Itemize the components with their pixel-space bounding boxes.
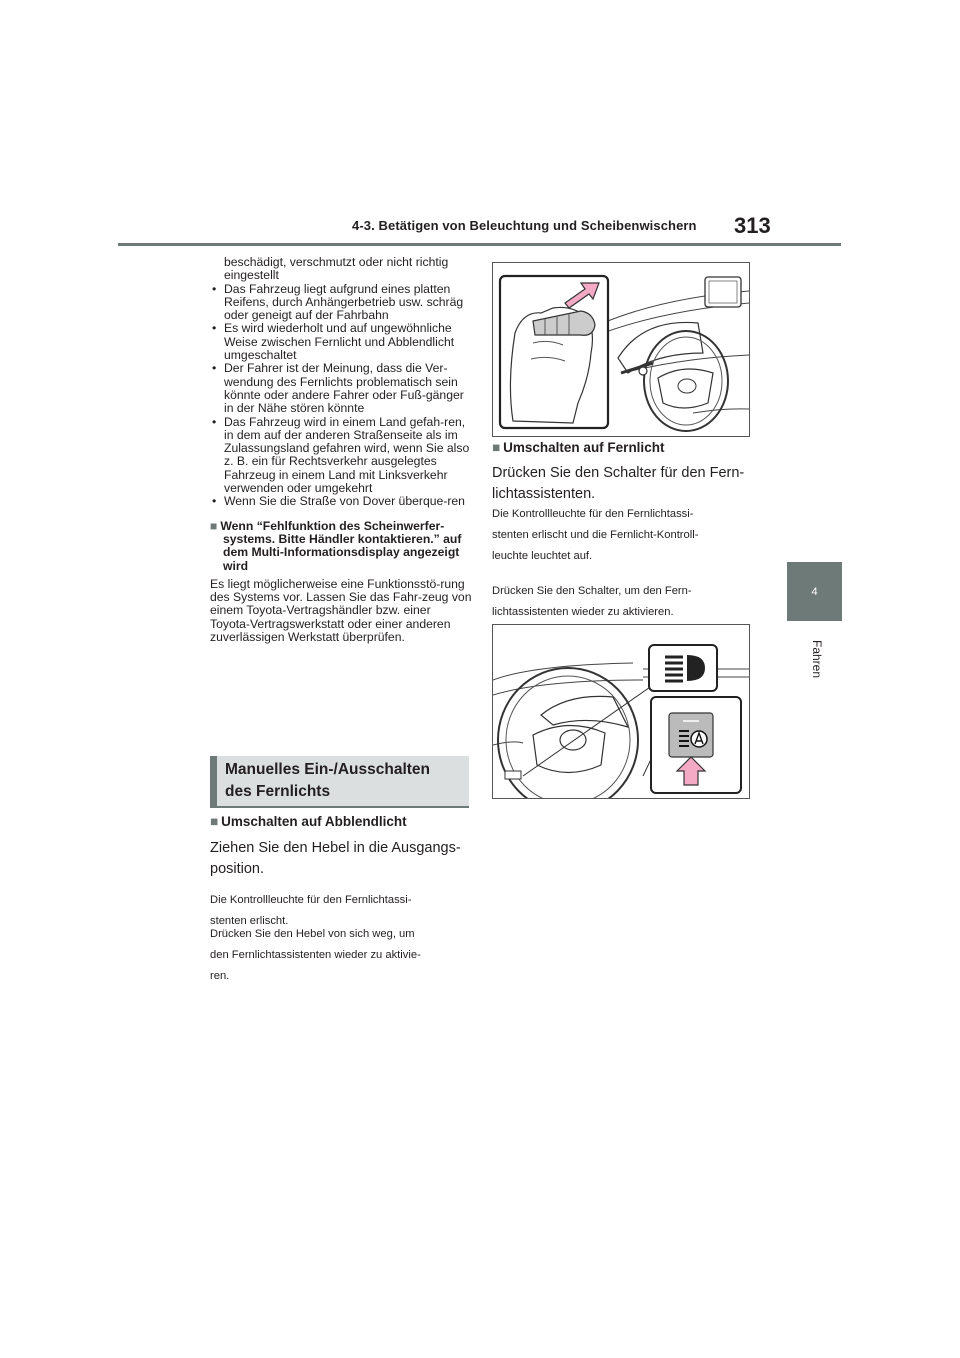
list-item: • Wenn Sie die Straße von Dover überque-ren xyxy=(210,495,472,508)
list-item: • Es wird wiederholt und auf ungewöhnliche Weise zwischen Fernlicht und Abblendlicht umgeschaltet xyxy=(210,322,472,362)
low-beam-lead: Ziehen Sie den Hebel in die Ausgangs- position. xyxy=(210,840,461,877)
heading-low-beam: ■ Umschalten auf Abblendlicht xyxy=(210,814,407,829)
continued-text: beschädigt, verschmutzt oder nicht richtig eingestellt xyxy=(224,255,449,283)
list-item: • Das Fahrzeug wird in einem Land gefah-ren, in dem auf der anderen Straßenseite als im Zulassungsland gefahren wird, wenn Sie also z. B. ein für Rechtsverkehr ausgelegtes Fahrzeug in einem Land mit Linksverkehr verwenden oder umgekehrt xyxy=(210,416,472,496)
left-column xyxy=(210,256,472,644)
switch-drawing xyxy=(493,625,749,798)
page-number: 313 xyxy=(734,213,771,238)
switch-illustration xyxy=(492,624,750,799)
low-beam-text-1: Die Kontrollleuchte für den Fernlichtassi- stenten erlischt. xyxy=(210,894,412,927)
section-accent-bar xyxy=(210,756,217,808)
square-bullet-icon: ■ xyxy=(210,814,219,829)
high-beam-text-1: Die Kontrollleuchte für den Fernlichtassi- stenten erlischt und die Fernlicht-Kontroll- leuchte leuchtet auf. xyxy=(492,508,699,562)
list-item: • Der Fahrer ist der Meinung, dass die Ver-wendung des Fernlichts problematisch sein könnte oder andere Fahrer oder Fuß-gänger in der Nähe stören könnte xyxy=(210,362,472,415)
chapter-label: Fahren xyxy=(810,639,824,679)
lever-drawing xyxy=(493,263,749,436)
chapter-tab xyxy=(787,562,842,621)
square-bullet-icon: ■ xyxy=(492,440,501,455)
malfunction-text: Es liegt möglicherweise eine Funktionsstö-rung des Systems vor. Lassen Sie das Fahr-zeug von einem Toyota-Vertragshändler bzw. einer Toyota-Vertragswerkstatt oder einer anderen zuverlässigen Werkstatt überprüfen. xyxy=(210,576,472,645)
section-heading-box xyxy=(210,756,469,808)
condition-list xyxy=(210,283,472,509)
low-beam-text-2: Drücken Sie den Hebel von sich weg, um den Fernlichtassistenten wieder zu aktivie- ren. xyxy=(210,928,421,982)
running-header: 4-3. Betätigen von Beleuchtung und Scheibenwischern xyxy=(352,218,697,233)
lever-illustration xyxy=(492,262,750,437)
high-beam-lead: Drücken Sie den Schalter für den Fern- lichtassistenten. xyxy=(492,465,745,502)
high-beam-text-2: Drücken Sie den Schalter, um den Fern- lichtassistenten wieder zu aktivieren. xyxy=(492,585,692,618)
list-item: • Das Fahrzeug liegt aufgrund eines platten Reifens, durch Anhängerbetrieb usw. schräg oder geneigt auf der Fahrbahn xyxy=(210,283,472,323)
subheading-malfunction: ■ Wenn “Fehlfunktion des Scheinwerfer-systems. Bitte Händler kontaktieren.” auf dem Multi-Informationsdisplay angezeigt wird xyxy=(210,518,462,573)
section-title: Manuelles Ein-/Ausschalten des Fernlichts xyxy=(225,761,430,800)
header-rule xyxy=(118,243,841,246)
chapter-number: 4 xyxy=(811,586,818,598)
heading-high-beam: ■ Umschalten auf Fernlicht xyxy=(492,440,665,455)
square-bullet-icon: ■ xyxy=(210,518,218,533)
